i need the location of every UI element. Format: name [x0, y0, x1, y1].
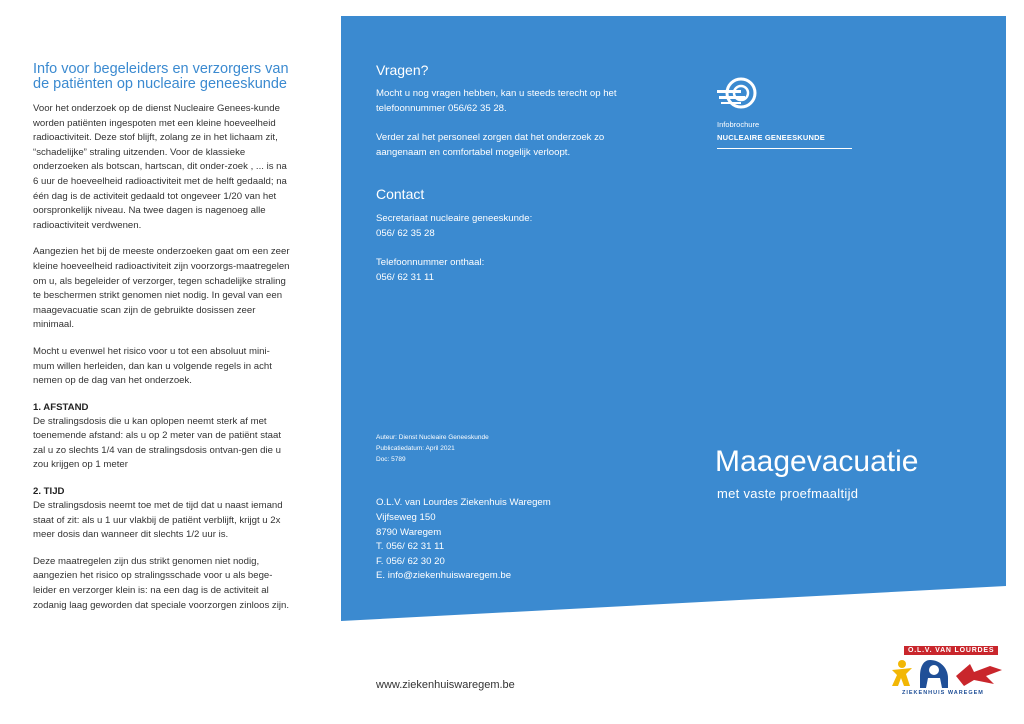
left-heading: Info voor begeleiders en verzorgers van de patiënten op nucleaire geneeskunde: [33, 61, 289, 92]
contact-heading: Contact: [376, 186, 425, 202]
main-subtitle: met vaste proefmaaltijd: [717, 486, 859, 501]
meta-date: Publicatiedatum: April 2021: [376, 445, 455, 452]
closing-paragraph: Deze maatregelen zijn dus strikt genomen niet nodig, aangezien het risico op stralingsschade voor u als bege-leider en verzorger klein is: na een dag is de activiteit al zodanig laag geworden dat speciale voorzorgen zinloos zijn.: [33, 555, 289, 611]
logo-foot: ZIEKENHUIS WAREGEM: [902, 690, 984, 696]
secretariat-phone: 056/ 62 35 28: [376, 228, 435, 239]
address-phone: T. 056/ 62 31 11: [376, 541, 445, 552]
main-title: Maagevacuatie: [715, 445, 919, 478]
logo-tag: O.L.V. VAN LOURDES: [904, 646, 998, 655]
address-name: O.L.V. van Lourdes Ziekenhuis Waregem: [376, 497, 551, 508]
meta-doc: Doc: 5789: [376, 456, 406, 463]
website-link[interactable]: www.ziekenhuiswaregem.be: [376, 679, 515, 691]
intro-paragraph: Voor het onderzoek op de dienst Nucleaire Genees-kunde worden patiënten ingespoten met een kleine hoeveelheid radioactiviteit. Deze stof blijft, zolang ze in het lichaam zit, “schadelijke” straling uitzenden. Voor de klassieke onderzoeken als botscan, hartscan, dit onder-zoek , ... is na 6 uur de hoeveelheid radioactiviteit met de helft gedaald; na één dag is de activiteit gedaald tot ongeveer 1/20 van het oorspronkelijk niveau. Na twee dagen is nagenoeg alle radioactiviteit verdwenen.: [33, 103, 287, 231]
address-email[interactable]: E. info@ziekenhuiswaregem.be: [376, 570, 512, 581]
blue-panel: [341, 16, 1006, 621]
distance-paragraph: De stralingsdosis die u kan oplopen neemt sterk af met toenemende afstand: als u op 2 meter van de patiënt staat zal u zo slechts 1/4 van de stralingsdosis ontvan-gen die u zou krijgen op 1 meter: [33, 415, 282, 471]
logo-figures-icon: [890, 656, 1006, 690]
address-city: 8790 Waregem: [376, 527, 442, 538]
distance-heading: 1. AFSTAND: [33, 401, 89, 413]
time-paragraph: De stralingsdosis neemt toe met de tijd dat u naast iemand staat of zit: als u 1 uur vlakbij de patiënt verblijft, krijgt u 2x meer dosis dan wanneer dit slechts 1/2 uur is.: [33, 500, 283, 541]
hospital-logo: [890, 646, 1006, 700]
questions-text-2: Verder zal het personeel zorgen dat het onderzoek zo aangenaam en comfortabel mogelijk verloopt.: [376, 132, 605, 158]
address-fax: F. 056/ 62 30 20: [376, 556, 445, 567]
secretariat-label: Secretariaat nucleaire geneeskunde:: [376, 213, 533, 224]
reception-label: Telefoonnummer onthaal:: [376, 257, 485, 268]
scanner-icon: [717, 76, 759, 112]
reception-phone: 056/ 62 31 11: [376, 272, 434, 283]
brochure-divider: [717, 148, 852, 149]
time-heading: 2. TIJD: [33, 486, 65, 498]
precaution-paragraph: Aangezien het bij de meeste onderzoeken gaat om een zeer kleine hoeveelheid radioactiviteit zijn voorzorgs-maatregelen om u, als begeleider of verzorger, tegen schadelijke straling te beschermen strikt genomen niet nodig. In geval van een maagevacuatie scan zijn de gebruikte dosissen zeer minimaal.: [33, 246, 290, 331]
risk-paragraph: Mocht u evenwel het risico voor u tot een absoluut mini-mum willen herleiden, dan kan u volgende regels in acht nemen op de dag van het onderzoek.: [33, 345, 272, 387]
brochure-department: NUCLEAIRE GENEESKUNDE: [717, 133, 825, 142]
meta-author: Auteur: Dienst Nucleaire Geneeskunde: [376, 434, 489, 441]
questions-text-1: Mocht u nog vragen hebben, kan u steeds terecht op het telefoonnummer 056/62 35 28.: [376, 88, 617, 114]
address-street: Vijfseweg 150: [376, 512, 436, 523]
questions-heading: Vragen?: [376, 62, 429, 78]
left-column: [33, 62, 291, 625]
brochure-kicker: Infobrochure: [717, 120, 760, 129]
